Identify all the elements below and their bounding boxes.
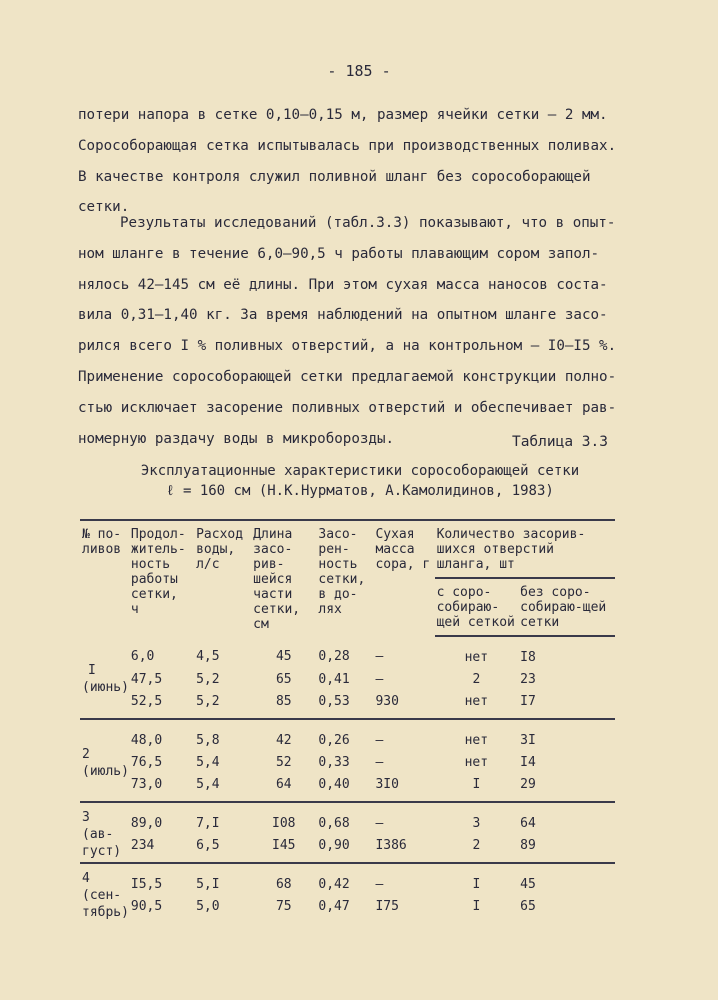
data-table	[80, 519, 615, 923]
season-month: тябрь)	[82, 905, 129, 920]
cell: 6,5	[196, 837, 220, 853]
cell: 23	[520, 671, 536, 687]
table-row	[80, 802, 615, 834]
table-row	[80, 834, 615, 863]
cell: 29	[520, 776, 536, 792]
caption-line-1: Эксплуатационные характеристики сорособорающей сетки	[140, 463, 580, 479]
season-month: (июнь)	[82, 680, 129, 695]
text-line: Сорособорающая сетка испытывалась при производственных поливах.	[78, 137, 617, 154]
cell: 4,5	[196, 649, 220, 664]
season-label	[80, 863, 129, 923]
cell: 65	[520, 898, 536, 914]
cell: нет	[464, 649, 489, 665]
page-number: - 185 -	[327, 62, 391, 80]
header-dry-mass: Сухая масса сора, г	[373, 520, 434, 636]
cell: 75	[275, 898, 292, 914]
cell: 52,5	[130, 693, 163, 709]
cell: 48,0	[129, 719, 194, 751]
cell: 68	[251, 863, 316, 895]
cell: 65	[275, 671, 292, 687]
cell: 45	[518, 863, 615, 895]
cell: 2	[472, 837, 481, 853]
cell: I	[472, 898, 481, 914]
header-clogged-holes: Количество засорив-шихся отверстий шланга, шт	[435, 520, 615, 578]
text-line: Результаты исследований (табл.3.3) показывают, что в опыт-	[120, 215, 616, 231]
table-group-3	[80, 802, 615, 863]
table-group-4	[80, 863, 615, 923]
table-row	[80, 668, 615, 690]
cell: 52	[275, 754, 292, 770]
cell: 5,4	[196, 776, 220, 792]
text-line: ном шланге в течение 6,0–90,5 ч работы плавающим сором запол-	[78, 245, 600, 262]
table-row	[80, 636, 615, 668]
cell: I	[435, 863, 519, 895]
season-label	[80, 719, 129, 802]
season-month: (июль)	[82, 763, 129, 779]
cell: I7	[520, 693, 536, 709]
cell: 3	[435, 802, 519, 834]
cell: I386	[375, 837, 407, 853]
cell: 64	[275, 776, 292, 792]
header-clogged-length: Длина засо-рив-шейся части сетки, см	[251, 520, 316, 636]
cell: 0,33	[318, 754, 350, 770]
cell: I75	[375, 898, 399, 914]
paragraph-1	[78, 100, 638, 223]
cell: 5,I	[194, 863, 251, 895]
cell: 0,41	[318, 671, 350, 687]
cell: 73,0	[130, 776, 163, 792]
cell: 89	[520, 837, 536, 853]
season-number: 2	[82, 746, 90, 762]
cell: 90,5	[130, 898, 163, 914]
text-line: сетки.	[78, 199, 130, 216]
cell: 42	[251, 719, 316, 751]
season-month: густ)	[82, 844, 122, 859]
cell: 76,5	[130, 754, 163, 770]
season-month: (сен-	[82, 888, 122, 903]
season-number: 4	[82, 871, 90, 886]
cell: 0,42	[316, 863, 373, 895]
season-number: 3 (ав-	[82, 810, 114, 842]
cell: 0,26	[316, 719, 373, 751]
table-row	[80, 773, 615, 802]
season-label	[80, 636, 129, 719]
cell: I4	[520, 754, 536, 770]
cell: –	[373, 802, 434, 834]
header-irrigation-number: № по-ливов	[80, 520, 129, 636]
header-with-mesh: с соро-собираю-щей сеткой	[435, 578, 519, 636]
cell: 5,2	[196, 671, 220, 687]
cell: нет	[435, 719, 519, 751]
cell: I5,5	[129, 863, 194, 895]
text-line: номерную раздачу воды в микроборозды.	[78, 430, 395, 447]
cell: –	[373, 719, 434, 751]
cell: I08	[251, 802, 316, 834]
table-row	[80, 751, 615, 773]
season-number: I	[88, 663, 96, 678]
cell: –	[375, 671, 384, 687]
cell: 5,4	[196, 754, 220, 770]
cell: 7,I	[194, 802, 251, 834]
table-row	[80, 690, 615, 719]
text-line: стью исключает засорение поливных отверстий и обеспечивает рав-	[78, 399, 617, 416]
text-line: рился всего I % поливных отверстий, а на контрольном – I0–I5 %.	[78, 338, 617, 355]
table-row	[80, 719, 615, 751]
cell: нет	[464, 754, 489, 770]
cell: 930	[375, 693, 399, 709]
table-label: Таблица 3.3	[511, 434, 608, 450]
table-group-1	[80, 636, 615, 719]
cell: 47,5	[130, 671, 163, 687]
header-duration: Продол-житель-ность работы сетки, ч	[129, 520, 194, 636]
cell: 5,8	[194, 719, 251, 751]
caption-line-2: ℓ = 160 см (Н.К.Нурматов, А.Камолидинов, 1983)	[166, 483, 554, 499]
text-line: нялось 42–145 см её длины. При этом сухая масса наносов соста-	[78, 276, 608, 293]
text-line: потери напора в сетке 0,10–0,15 м, размер ячейки сетки – 2 мм.	[78, 107, 608, 123]
cell: 5,0	[196, 898, 220, 914]
header-flow: Расход воды, л/с	[194, 520, 251, 636]
cell: 45	[275, 649, 292, 664]
cell: 0,40	[318, 776, 350, 792]
cell: 5,2	[196, 693, 220, 709]
cell: 234	[130, 837, 155, 853]
cell: I	[472, 776, 481, 792]
season-label	[80, 802, 129, 863]
table-caption	[80, 461, 640, 501]
cell: 0,90	[318, 837, 350, 853]
cell: 89,0	[129, 802, 194, 834]
cell: 0,28	[318, 649, 350, 664]
table-row	[80, 895, 615, 923]
cell: 64	[518, 802, 615, 834]
header-without-mesh: без соро-собираю-щей сетки	[518, 578, 615, 636]
text-line: Применение сорособорающей сетки предлагаемой конструкции полно-	[78, 368, 617, 385]
cell: –	[375, 754, 384, 770]
cell: 85	[275, 693, 292, 709]
paragraph-2	[78, 208, 638, 454]
cell: –	[375, 649, 384, 664]
text-line: В качестве контроля служил поливной шланг без сорособорающей	[78, 168, 591, 185]
header-clogging-share: Засо-рен-ность сетки, в до-лях	[316, 520, 373, 636]
cell: 0,53	[318, 693, 350, 709]
table-row	[80, 863, 615, 895]
cell: I45	[272, 837, 296, 853]
cell: –	[373, 863, 434, 895]
cell: I8	[520, 649, 536, 665]
cell: нет	[464, 693, 489, 709]
table-group-2	[80, 719, 615, 802]
cell: 0,47	[318, 898, 350, 914]
cell: 0,68	[316, 802, 373, 834]
cell: 3I0	[375, 776, 399, 792]
cell: 2	[472, 671, 481, 687]
cell: 3I	[518, 719, 615, 751]
cell: 6,0	[130, 649, 155, 664]
text-line: вила 0,31–1,40 кг. За время наблюдений на опытном шланге засо-	[78, 307, 608, 324]
